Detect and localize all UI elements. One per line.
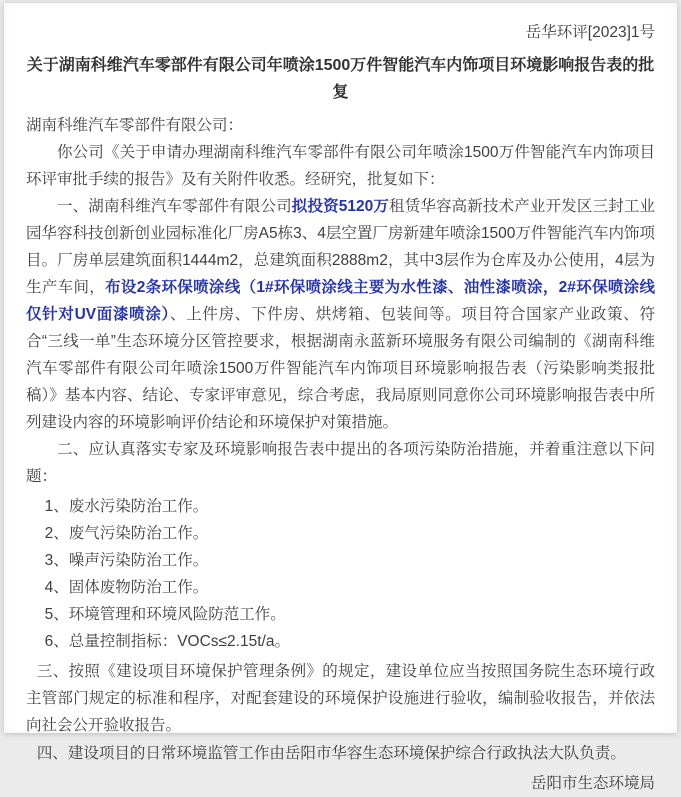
page-title: 关于湖南科维汽车零部件有限公司年喷涂1500万件智能汽车内饰项目环境影响报告表的批复: [26, 57, 655, 101]
highlight-spray-lines: 布设2条环保喷涂线（1#环保喷涂线主要为水性漆、油性漆喷涂，2#环保喷涂线仅针对UV面漆喷涂）: [26, 279, 655, 323]
list-item: 4、固体废物防治工作。: [44, 579, 209, 596]
paragraph-one-text: 租赁华容高新技术产业开发区三封工业园华容科技创新创业园标准化厂房A5栋3、4层空置厂房新建年喷涂1500万件智能汽车内饰项目。厂房单层建筑面积1444m2，总建筑面积2888m2，其中3层作为仓库及办公使用，4层为生产车间，: [26, 198, 655, 296]
list-item: 1、废水污染防治工作。: [44, 498, 209, 515]
salutation: 湖南科维汽车零部件有限公司：: [26, 117, 244, 134]
document-body: [4, 3, 677, 797]
paragraph-one-text: 、上件房、下件房、烘烤箱、包装间等。项目符合国家产业政策、符合“三线一单”生态环境分区管控要求，根据湖南永蓝新环境服务有限公司编制的《湖南科维汽车零部件有限公司年喷涂1500万件智能汽车内饰项目环境影响报告表（污染影响类报批稿）》基本内容、结论、专家评审意见，综合考虑，我局原则同意你公司环境影响报告表中所列建设内容的环境影响评价结论和环境保护对策措施。: [26, 306, 655, 431]
list-item: 2、废气污染防治工作。: [44, 525, 209, 542]
signature: 岳阳市生态环境局: [530, 775, 655, 792]
paragraph-one-text: 一、湖南科维汽车零部件有限公司: [57, 198, 292, 215]
doc-number: 岳华环评[2023]1号: [525, 24, 655, 41]
document-page: [4, 3, 677, 792]
list-item: 3、噪声污染防治工作。: [44, 552, 209, 569]
paragraph-intro: 你公司《关于申请办理湖南科维汽车零部件有限公司年喷涂1500万件智能汽车内饰项目环评审批手续的报告》及有关附件收悉。经研究，批复如下：: [26, 144, 655, 188]
paragraph-three: 三、按照《建设项目环境保护管理条例》的规定，建设单位应当按照国务院生态环境行政主管部门规定的标准和程序，对配套建设的环境保护设施进行验收，编制验收报告，并依法向社会公开验收报告。: [26, 663, 655, 734]
paragraph-one: [26, 193, 655, 436]
list-item: 6、总量控制指标：VOCs≤2.15t/a。: [44, 633, 290, 650]
paragraph-four: 四、建设项目的日常环境监管工作由岳阳市华容生态环境保护综合行政执法大队负责。: [36, 745, 626, 762]
highlight-investment: 拟投资5120万: [291, 198, 390, 215]
list-item: 5、环境管理和环境风险防范工作。: [44, 606, 286, 623]
paragraph-two: 二、应认真落实专家及环境影响报告表中提出的各项污染防治措施，并着重注意以下问题：: [26, 441, 655, 485]
